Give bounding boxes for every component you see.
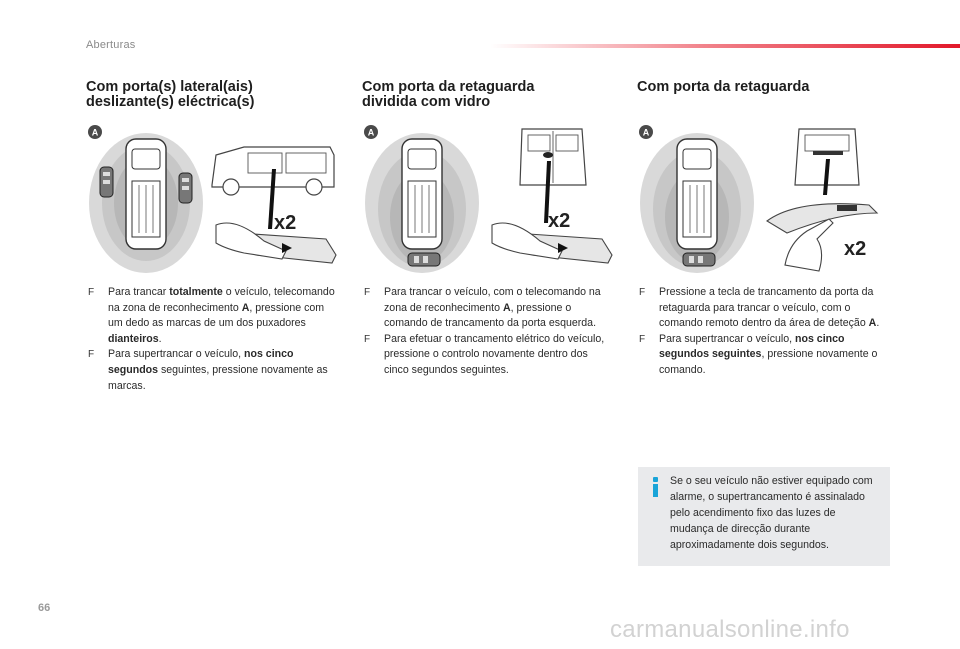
key-fob-icon	[179, 173, 192, 203]
svg-text:A: A	[642, 127, 650, 138]
svg-text:A: A	[91, 127, 99, 138]
bullet-icon: F	[639, 287, 646, 298]
press-count-label: x2	[274, 212, 297, 234]
watermark: carmanualsonline.info	[610, 616, 850, 643]
list-item: F Para supertrancar o veículo, nos cinco segundos seguintes, pressione novamente as marcas.	[88, 348, 328, 392]
column-title	[86, 80, 346, 112]
svg-text:A: A	[367, 127, 375, 138]
instruction-list	[637, 285, 887, 379]
column-title	[637, 80, 897, 112]
info-text: Se o seu veículo não estiver equipado com alarme, o supertrancamento é assinalado pelo acendimento fixo das luzes de mudança de direcção durante aproximadamente dois segundos.	[670, 475, 873, 551]
van-rear-view-icon	[520, 129, 586, 185]
column-rear-door	[637, 79, 897, 376]
header-accent-bar	[490, 44, 960, 48]
info-icon	[650, 477, 660, 497]
info-note	[638, 467, 890, 566]
split-rear-door-illustration	[362, 125, 620, 273]
section-title: Aberturas	[86, 39, 136, 51]
bullet-icon: F	[364, 333, 371, 345]
title-line: deslizante(s) eléctrica(s)	[86, 94, 255, 110]
title-line: Com porta(s) lateral(ais)	[86, 79, 253, 95]
list-item: F Para supertrancar o veículo, nos cinco segundos seguintes, pressione novamente o comando.	[639, 332, 878, 376]
key-fob-icon	[100, 167, 113, 197]
badge-a	[639, 125, 653, 139]
badge-a	[364, 125, 378, 139]
title-line: dividida com vidro	[362, 94, 491, 110]
rear-door-illustration	[637, 125, 895, 273]
list-item: F Para trancar totalmente o veículo, telecomando na zona de reconhecimento A, pressione com um dedo as marcas de um dos puxadores dianteiros.	[88, 286, 335, 345]
list-item: F Para trancar o veículo, com o telecomando na zona de reconhecimento A, pressione o comando de trancamento da porta esquerda.	[364, 286, 601, 330]
column-sliding-doors	[86, 79, 346, 392]
bullet-icon: F	[639, 333, 646, 345]
press-count-label: x2	[548, 210, 571, 232]
instruction-list	[362, 285, 612, 379]
key-fob-icon	[408, 253, 440, 266]
bullet-icon: F	[364, 287, 371, 298]
page-number: 66	[38, 602, 51, 614]
title-line: Com porta da retaguarda	[637, 79, 810, 95]
list-item: F Para efetuar o trancamento elétrico do veículo, pressione o controlo novamente dentro dos cinco segundos seguintes.	[364, 332, 605, 376]
list-item: F Pressione a tecla de trancamento da porta da retaguarda para trancar o veículo, com o comando remoto dentro da área de deteção A.	[639, 286, 880, 330]
key-fob-icon	[683, 253, 715, 266]
bullet-icon: F	[88, 287, 95, 298]
press-count-label: x2	[844, 238, 867, 260]
instruction-list	[86, 285, 336, 394]
title-line: Com porta da retaguarda	[362, 79, 535, 95]
column-split-rear-door	[362, 79, 622, 376]
badge-a	[88, 125, 102, 139]
sliding-door-illustration	[86, 125, 344, 273]
bullet-icon: F	[88, 349, 95, 361]
column-title	[362, 80, 622, 112]
